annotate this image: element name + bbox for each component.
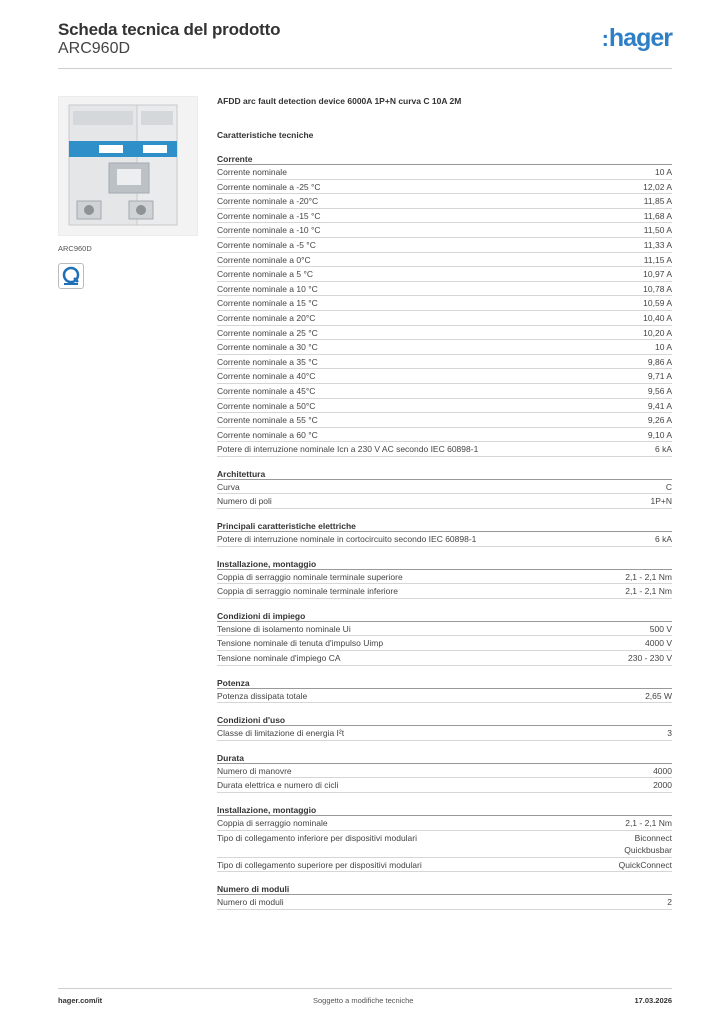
spec-label: Coppia di serraggio nominale terminale inferiore: [217, 586, 398, 597]
spec-sections: [217, 152, 672, 910]
spec-row: [217, 413, 672, 428]
spec-section: [217, 882, 672, 910]
spec-value: 10 A: [654, 167, 672, 177]
spec-value: 6 kA: [654, 534, 672, 545]
spec-row: [217, 858, 672, 873]
spec-label: Corrente nominale a 5 °C: [217, 269, 314, 280]
spec-row: [217, 282, 672, 297]
spec-section: [217, 519, 672, 547]
spec-value: 9,26 A: [647, 415, 672, 426]
spec-label: Corrente nominale a 25 °C: [217, 327, 318, 338]
spec-value: 10,97 A: [643, 269, 672, 280]
footer-website: hager.com/it: [58, 996, 103, 1005]
spec-row: [217, 238, 672, 253]
quickconnect-badge-icon: [58, 263, 84, 289]
spec-row: [217, 428, 672, 443]
spec-row: [217, 532, 672, 547]
spec-row: [217, 253, 672, 268]
spec-value: 9,56 A: [647, 385, 672, 396]
spec-heading: Caratteristiche tecniche: [217, 130, 314, 140]
spec-label: Corrente nominale a 40°C: [217, 371, 316, 382]
section-title: Condizioni d'uso: [217, 713, 672, 726]
spec-section: [217, 557, 672, 599]
spec-label: Corrente nominale a 0°C: [217, 254, 311, 265]
spec-label: Durata elettrica e numero di cicli: [217, 780, 339, 791]
spec-label: Corrente nominale a 60 °C: [217, 429, 318, 440]
spec-value: Biconnect Quickbusbar: [624, 832, 672, 855]
spec-value: 12,02 A: [643, 181, 672, 192]
spec-value: 2000: [653, 780, 672, 791]
spec-value: 10,40 A: [643, 312, 672, 323]
section-title: Architettura: [217, 467, 672, 480]
footer-disclaimer: Soggetto a modifiche tecniche: [313, 996, 414, 1005]
spec-row: [217, 831, 672, 858]
document-title: Scheda tecnica del prodotto: [58, 20, 281, 39]
spec-row: [217, 326, 672, 341]
spec-row: [217, 311, 672, 326]
spec-value: C: [665, 481, 672, 492]
spec-label: Corrente nominale a -20°C: [217, 196, 319, 207]
spec-value: 230 - 230 V: [628, 653, 672, 664]
section-title: Potenza: [217, 676, 672, 689]
spec-value: 10,59 A: [643, 298, 672, 309]
spec-value: 9,71 A: [647, 371, 672, 382]
spec-sheet: [217, 96, 672, 910]
spec-row: [217, 180, 672, 195]
spec-value: QuickConnect: [618, 859, 672, 870]
spec-row: [217, 726, 672, 741]
spec-section: [217, 713, 672, 741]
spec-label: Corrente nominale a 35 °C: [217, 356, 318, 367]
spec-row: [217, 778, 672, 793]
spec-row: [217, 584, 672, 599]
spec-value: 11,33 A: [643, 239, 672, 250]
spec-value: 11,68 A: [643, 210, 672, 221]
spec-label: Coppia di serraggio nominale terminale superiore: [217, 571, 403, 582]
spec-value: 11,50 A: [643, 225, 672, 236]
spec-value: 6 kA: [654, 444, 672, 455]
spec-label: Curva: [217, 481, 240, 492]
spec-value: 11,85 A: [643, 196, 672, 207]
circuit-breaker-illustration: [59, 97, 199, 237]
spec-label: Corrente nominale a -15 °C: [217, 210, 321, 221]
product-code-heading: ARC960D: [58, 40, 131, 57]
spec-value: 1P+N: [650, 496, 672, 507]
spec-row: [217, 494, 672, 509]
spec-value: 4000: [653, 765, 672, 776]
spec-label: Corrente nominale a 50°C: [217, 400, 316, 411]
spec-label: Tipo di collegamento superiore per dispositivi modulari: [217, 859, 422, 870]
spec-label: Corrente nominale: [217, 167, 287, 177]
spec-value: 500 V: [649, 623, 672, 634]
spec-row: [217, 895, 672, 910]
spec-row: [217, 689, 672, 704]
spec-row: [217, 296, 672, 311]
section-title: Principali caratteristiche elettriche: [217, 519, 672, 532]
spec-label: Corrente nominale a 20°C: [217, 312, 316, 323]
spec-label: Corrente nominale a -10 °C: [217, 225, 321, 236]
spec-label: Numero di poli: [217, 496, 272, 507]
product-image: [58, 96, 198, 236]
product-code-label: ARC960D: [58, 244, 92, 253]
spec-value: 9,86 A: [647, 356, 672, 367]
spec-label: Potere di interruzione nominale Icn a 230 V AC secondo IEC 60898-1: [217, 444, 479, 455]
spec-value: 4000 V: [645, 638, 672, 649]
spec-value: 9,41 A: [647, 400, 672, 411]
spec-value: 9,10 A: [647, 429, 672, 440]
hager-logo: :hager: [601, 24, 672, 52]
spec-row: [217, 355, 672, 370]
spec-label: Corrente nominale a 45°C: [217, 385, 316, 396]
spec-label: Classe di limitazione di energia I²t: [217, 728, 345, 739]
header-divider: [58, 68, 672, 69]
footer-divider: [58, 988, 672, 989]
spec-section: [217, 676, 672, 704]
spec-label: Numero di moduli: [217, 897, 284, 908]
section-title: Installazione, montaggio: [217, 557, 672, 570]
spec-section: [217, 751, 672, 793]
spec-row: [217, 816, 672, 831]
spec-row: [217, 636, 672, 651]
footer-date: 17.03.2026: [634, 996, 672, 1005]
spec-row: [217, 480, 672, 495]
spec-value: 2: [667, 897, 672, 908]
spec-row: [217, 442, 672, 457]
spec-label: Coppia di serraggio nominale: [217, 818, 328, 828]
spec-row: [217, 194, 672, 209]
spec-row: [217, 209, 672, 224]
spec-value: 3: [667, 728, 672, 739]
spec-label: Numero di manovre: [217, 765, 292, 776]
spec-row: [217, 340, 672, 355]
spec-label: Corrente nominale a -5 °C: [217, 239, 316, 250]
spec-label: Potenza dissipata totale: [217, 690, 308, 701]
spec-section: [217, 609, 672, 666]
spec-value: 2,1 - 2,1 Nm: [625, 586, 672, 597]
spec-row: [217, 399, 672, 414]
spec-section: [217, 803, 672, 872]
spec-row: [217, 369, 672, 384]
product-sidebar: [58, 96, 198, 289]
spec-row: [217, 764, 672, 779]
spec-label: Potere di interruzione nominale in cortocircuito secondo IEC 60898-1: [217, 534, 477, 545]
spec-label: Tensione nominale d'impiego CA: [217, 653, 341, 664]
logo-text: hager: [608, 24, 672, 52]
spec-value: 2,1 - 2,1 Nm: [625, 571, 672, 582]
spec-label: Corrente nominale a 55 °C: [217, 415, 318, 426]
spec-label: Tensione di isolamento nominale Ui: [217, 623, 351, 634]
spec-label: Corrente nominale a 30 °C: [217, 342, 318, 353]
spec-row: [217, 384, 672, 399]
section-title: Numero di moduli: [217, 882, 672, 895]
page-header: [58, 20, 672, 68]
spec-row: [217, 267, 672, 282]
spec-value: 10,78 A: [643, 283, 672, 294]
spec-row: [217, 651, 672, 666]
spec-label: Corrente nominale a -25 °C: [217, 181, 321, 192]
spec-value: 2,1 - 2,1 Nm: [625, 818, 672, 828]
spec-row: [217, 570, 672, 585]
spec-value: 10 A: [654, 342, 672, 353]
spec-section: [217, 152, 672, 457]
spec-value: 2,65 W: [645, 690, 672, 701]
spec-label: Tipo di collegamento inferiore per dispositivi modulari: [217, 832, 418, 843]
spec-value: 11,15 A: [643, 254, 672, 265]
spec-section: [217, 467, 672, 509]
section-title: Corrente: [217, 152, 672, 165]
section-title: Installazione, montaggio: [217, 803, 672, 816]
spec-label: Tensione nominale di tenuta d'impulso Uimp: [217, 638, 384, 649]
spec-row: [217, 622, 672, 637]
spec-value: 10,20 A: [643, 327, 672, 338]
spec-label: Corrente nominale a 10 °C: [217, 283, 318, 294]
spec-row: [217, 223, 672, 238]
product-description: AFDD arc fault detection device 6000A 1P+N curva C 10A 2M: [217, 96, 462, 106]
section-title: Condizioni di impiego: [217, 609, 672, 622]
quickconnect-icon: [61, 266, 81, 286]
spec-row: [217, 165, 672, 180]
spec-label: Corrente nominale a 15 °C: [217, 298, 318, 309]
section-title: Durata: [217, 751, 672, 764]
